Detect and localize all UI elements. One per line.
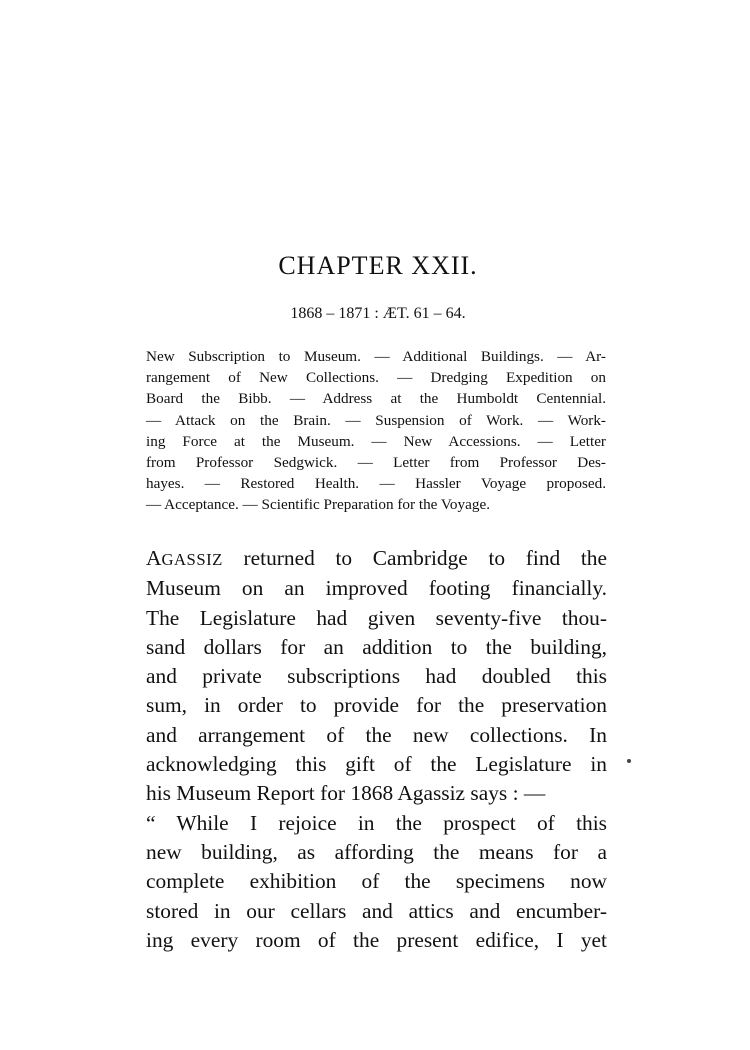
summary-line: New Subscription to Museum. — Additional Buildings. — Ar- — [146, 348, 606, 365]
summary-line: Board the Bibb. — Address at the Humboldt Centennial. — [146, 390, 606, 408]
body-line: ing every room of the present edifice, I yet — [146, 927, 607, 952]
summary-line: from Professor Sedgwick. — Letter from Professor Des- — [146, 454, 606, 472]
chapter-summary — [146, 346, 606, 516]
summary-line: — Attack on the Brain. — Suspension of Work. — Work- — [146, 411, 606, 429]
chapter-dates: 1868 – 1871 : ÆT. 61 – 64. — [290, 305, 466, 322]
body-line: acknowledging this gift of the Legislature in — [146, 752, 607, 777]
body-line: and private subscriptions had doubled this — [146, 664, 607, 689]
body-line: new building, as affording the means for a — [146, 839, 607, 864]
body-line: and arrangement of the new collections. In — [146, 722, 607, 747]
summary-line: hayes. — Restored Health. — Hassler Voyage proposed. — [146, 475, 606, 493]
chapter-title: CHAPTER XXII. — [278, 251, 478, 280]
body-line: Museum on an improved footing financially. — [146, 576, 607, 601]
body-line: complete exhibition of the specimens now — [146, 869, 607, 894]
ink-speck — [627, 759, 631, 763]
body-paragraph — [146, 544, 607, 955]
body-line: “ While I rejoice in the prospect of this — [146, 810, 607, 835]
body-line: his Museum Report for 1868 Agassiz says : — — [146, 781, 546, 806]
body-line: sand dollars for an addition to the building, — [146, 634, 607, 659]
body-line: stored in our cellars and attics and encumber- — [146, 898, 607, 923]
summary-line: — Acceptance. — Scientific Preparation for the Voyage. — [146, 496, 490, 514]
body-line: The Legislature had given seventy-five thou- — [146, 605, 607, 630]
summary-line: rangement of New Collections. — Dredging Expedition on — [146, 369, 606, 387]
body-line: sum, in order to provide for the preservation — [146, 693, 607, 718]
body-line: AGASSIZ returned to Cambridge to find the — [146, 546, 607, 570]
summary-line: ing Force at the Museum. — New Accessions. — Letter — [146, 432, 606, 450]
